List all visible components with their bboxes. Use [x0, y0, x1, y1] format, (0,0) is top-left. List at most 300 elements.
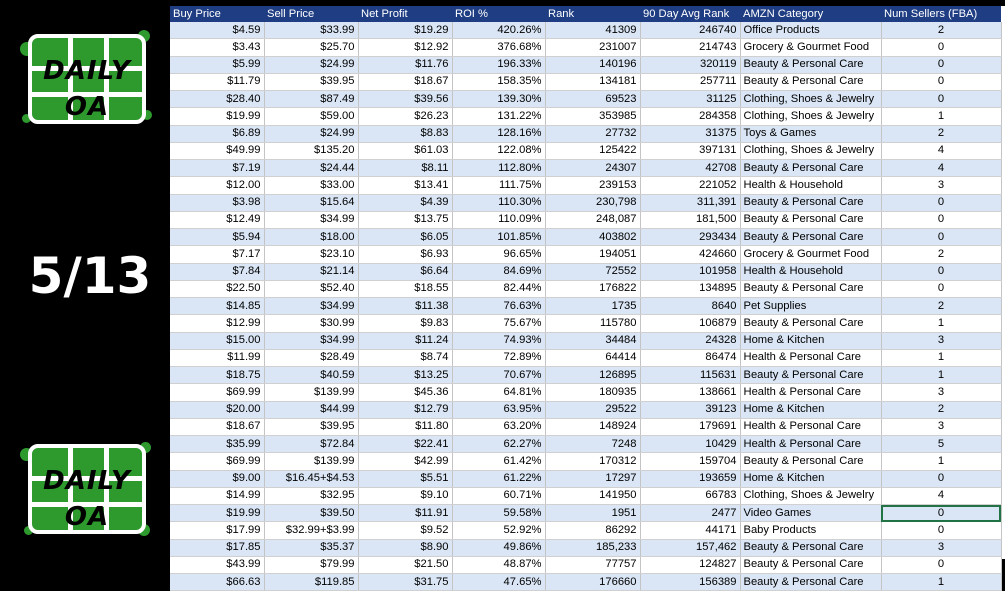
- buy-price-cell[interactable]: $9.00: [170, 470, 264, 487]
- num-sellers-cell[interactable]: 1: [881, 315, 1001, 332]
- rank-cell[interactable]: 148924: [545, 418, 640, 435]
- roi-cell[interactable]: 420.26%: [452, 22, 545, 39]
- net-profit-cell[interactable]: $9.83: [358, 315, 452, 332]
- num-sellers-cell[interactable]: 2: [881, 298, 1001, 315]
- rank-cell[interactable]: 1735: [545, 298, 640, 315]
- rank-cell[interactable]: 41309: [545, 22, 640, 39]
- category-cell[interactable]: Beauty & Personal Care: [740, 56, 881, 73]
- num-sellers-cell[interactable]: 0: [881, 91, 1001, 108]
- net-profit-cell[interactable]: $18.55: [358, 280, 452, 297]
- net-profit-cell[interactable]: $42.99: [358, 453, 452, 470]
- sell-price-cell[interactable]: $34.99: [264, 298, 358, 315]
- num-sellers-cell[interactable]: 0: [881, 263, 1001, 280]
- avg-rank-cell[interactable]: 156389: [640, 574, 740, 591]
- sell-price-cell[interactable]: $25.70: [264, 39, 358, 56]
- roi-cell[interactable]: 72.89%: [452, 349, 545, 366]
- table-row: [170, 125, 1001, 142]
- buy-price-cell[interactable]: $14.85: [170, 298, 264, 315]
- roi-cell[interactable]: 49.86%: [452, 539, 545, 556]
- net-profit-cell[interactable]: $26.23: [358, 108, 452, 125]
- table-row: [170, 177, 1001, 194]
- net-profit-cell[interactable]: $12.92: [358, 39, 452, 56]
- buy-price-cell[interactable]: $19.99: [170, 108, 264, 125]
- roi-cell[interactable]: 63.20%: [452, 418, 545, 435]
- sell-price-cell[interactable]: $79.99: [264, 556, 358, 573]
- avg-rank-cell[interactable]: 44171: [640, 522, 740, 539]
- buy-price-cell[interactable]: $6.89: [170, 125, 264, 142]
- col-header-rank[interactable]: Rank: [545, 6, 640, 22]
- category-cell[interactable]: Health & Personal Care: [740, 384, 881, 401]
- roi-cell[interactable]: 128.16%: [452, 125, 545, 142]
- category-cell[interactable]: Home & Kitchen: [740, 470, 881, 487]
- table-row: [170, 367, 1001, 384]
- avg-rank-cell[interactable]: 24328: [640, 332, 740, 349]
- sell-price-cell[interactable]: $139.99: [264, 384, 358, 401]
- num-sellers-cell[interactable]: 0: [881, 522, 1001, 539]
- col-header-num-sellers[interactable]: Num Sellers (FBA): [881, 6, 1001, 22]
- roi-cell[interactable]: 48.87%: [452, 556, 545, 573]
- num-sellers-cell[interactable]: 0: [881, 194, 1001, 211]
- roi-cell[interactable]: 376.68%: [452, 39, 545, 56]
- sell-price-cell[interactable]: $28.49: [264, 349, 358, 366]
- buy-price-cell[interactable]: $7.17: [170, 246, 264, 263]
- num-sellers-cell[interactable]: 0: [881, 73, 1001, 90]
- rank-cell[interactable]: 176822: [545, 280, 640, 297]
- table-row: [170, 91, 1001, 108]
- buy-price-cell[interactable]: $69.99: [170, 384, 264, 401]
- sell-price-cell[interactable]: $32.95: [264, 487, 358, 504]
- rank-cell[interactable]: 1951: [545, 505, 640, 522]
- avg-rank-cell[interactable]: 101958: [640, 263, 740, 280]
- rank-cell[interactable]: 239153: [545, 177, 640, 194]
- table-row: [170, 574, 1001, 591]
- sell-price-cell[interactable]: $16.45+$4.53: [264, 470, 358, 487]
- spreadsheet: [170, 6, 1005, 588]
- avg-rank-cell[interactable]: 246740: [640, 22, 740, 39]
- roi-cell[interactable]: 74.93%: [452, 332, 545, 349]
- avg-rank-cell[interactable]: 8640: [640, 298, 740, 315]
- rank-cell[interactable]: 403802: [545, 229, 640, 246]
- net-profit-cell[interactable]: $61.03: [358, 142, 452, 159]
- rank-cell[interactable]: 115780: [545, 315, 640, 332]
- avg-rank-cell[interactable]: 66783: [640, 487, 740, 504]
- roi-cell[interactable]: 139.30%: [452, 91, 545, 108]
- rank-cell[interactable]: 72552: [545, 263, 640, 280]
- avg-rank-cell[interactable]: 214743: [640, 39, 740, 56]
- num-sellers-cell[interactable]: 5: [881, 436, 1001, 453]
- sell-price-cell[interactable]: $30.99: [264, 315, 358, 332]
- net-profit-cell[interactable]: $39.56: [358, 91, 452, 108]
- roi-cell[interactable]: 111.75%: [452, 177, 545, 194]
- table-row: [170, 401, 1001, 418]
- rank-cell[interactable]: 141950: [545, 487, 640, 504]
- avg-rank-cell[interactable]: 159704: [640, 453, 740, 470]
- table-row: [170, 436, 1001, 453]
- buy-price-cell[interactable]: $4.59: [170, 22, 264, 39]
- category-cell[interactable]: Beauty & Personal Care: [740, 315, 881, 332]
- sell-price-cell[interactable]: $135.20: [264, 142, 358, 159]
- net-profit-cell[interactable]: $9.10: [358, 487, 452, 504]
- avg-rank-cell[interactable]: 181,500: [640, 211, 740, 228]
- num-sellers-cell[interactable]: 1: [881, 108, 1001, 125]
- buy-price-cell[interactable]: $35.99: [170, 436, 264, 453]
- avg-rank-cell[interactable]: 311,391: [640, 194, 740, 211]
- avg-rank-cell[interactable]: 284358: [640, 108, 740, 125]
- sell-price-cell[interactable]: $34.99: [264, 211, 358, 228]
- rank-cell[interactable]: 140196: [545, 56, 640, 73]
- roi-cell[interactable]: 64.81%: [452, 384, 545, 401]
- net-profit-cell[interactable]: $22.41: [358, 436, 452, 453]
- category-cell[interactable]: Grocery & Gourmet Food: [740, 246, 881, 263]
- buy-price-cell[interactable]: $17.99: [170, 522, 264, 539]
- num-sellers-cell[interactable]: 2: [881, 125, 1001, 142]
- net-profit-cell[interactable]: $8.11: [358, 160, 452, 177]
- roi-cell[interactable]: 75.67%: [452, 315, 545, 332]
- buy-price-cell[interactable]: $66.63: [170, 574, 264, 591]
- buy-price-cell[interactable]: $7.19: [170, 160, 264, 177]
- num-sellers-cell[interactable]: 4: [881, 487, 1001, 504]
- rank-cell[interactable]: 34484: [545, 332, 640, 349]
- category-cell[interactable]: Health & Personal Care: [740, 436, 881, 453]
- sell-price-cell[interactable]: $18.00: [264, 229, 358, 246]
- avg-rank-cell[interactable]: 115631: [640, 367, 740, 384]
- avg-rank-cell[interactable]: 106879: [640, 315, 740, 332]
- buy-price-cell[interactable]: $17.85: [170, 539, 264, 556]
- sell-price-cell[interactable]: $33.00: [264, 177, 358, 194]
- sell-price-cell[interactable]: $139.99: [264, 453, 358, 470]
- table-row: [170, 505, 1001, 522]
- roi-cell[interactable]: 122.08%: [452, 142, 545, 159]
- products-table: [170, 6, 1002, 591]
- category-cell[interactable]: Baby Products: [740, 522, 881, 539]
- rank-cell[interactable]: 185,233: [545, 539, 640, 556]
- rank-cell[interactable]: 126895: [545, 367, 640, 384]
- rank-cell[interactable]: 77757: [545, 556, 640, 573]
- avg-rank-cell[interactable]: 320119: [640, 56, 740, 73]
- avg-rank-cell[interactable]: 2477: [640, 505, 740, 522]
- roi-cell[interactable]: 62.27%: [452, 436, 545, 453]
- roi-cell[interactable]: 131.22%: [452, 108, 545, 125]
- roi-cell[interactable]: 70.67%: [452, 367, 545, 384]
- avg-rank-cell[interactable]: 10429: [640, 436, 740, 453]
- buy-price-cell[interactable]: $15.00: [170, 332, 264, 349]
- num-sellers-cell[interactable]: 1: [881, 349, 1001, 366]
- sell-price-cell[interactable]: $34.99: [264, 332, 358, 349]
- roi-cell[interactable]: 96.65%: [452, 246, 545, 263]
- buy-price-cell[interactable]: $3.43: [170, 39, 264, 56]
- net-profit-cell[interactable]: $9.52: [358, 522, 452, 539]
- roi-cell[interactable]: 60.71%: [452, 487, 545, 504]
- table-body: [170, 22, 1001, 591]
- buy-price-cell[interactable]: $20.00: [170, 401, 264, 418]
- rank-cell[interactable]: 180935: [545, 384, 640, 401]
- roi-cell[interactable]: 101.85%: [452, 229, 545, 246]
- rank-cell[interactable]: 27732: [545, 125, 640, 142]
- category-cell[interactable]: Beauty & Personal Care: [740, 539, 881, 556]
- roi-cell[interactable]: 196.33%: [452, 56, 545, 73]
- category-cell[interactable]: Beauty & Personal Care: [740, 453, 881, 470]
- table-row: [170, 263, 1001, 280]
- col-header-net-profit[interactable]: Net Profit: [358, 6, 452, 22]
- logo-word-oa: OA: [64, 502, 110, 532]
- avg-rank-cell[interactable]: 138661: [640, 384, 740, 401]
- table-row: [170, 384, 1001, 401]
- roi-cell[interactable]: 63.95%: [452, 401, 545, 418]
- avg-rank-cell[interactable]: 42708: [640, 160, 740, 177]
- rank-cell[interactable]: 194051: [545, 246, 640, 263]
- net-profit-cell[interactable]: $11.80: [358, 418, 452, 435]
- category-cell[interactable]: Home & Kitchen: [740, 332, 881, 349]
- sell-price-cell[interactable]: $72.84: [264, 436, 358, 453]
- net-profit-cell[interactable]: $8.83: [358, 125, 452, 142]
- num-sellers-cell[interactable]: 0: [881, 280, 1001, 297]
- roi-cell[interactable]: 158.35%: [452, 73, 545, 90]
- buy-price-cell[interactable]: $5.99: [170, 56, 264, 73]
- avg-rank-cell[interactable]: 257711: [640, 73, 740, 90]
- category-cell[interactable]: Health & Household: [740, 177, 881, 194]
- net-profit-cell[interactable]: $8.90: [358, 539, 452, 556]
- category-cell[interactable]: Toys & Games: [740, 125, 881, 142]
- net-profit-cell[interactable]: $13.41: [358, 177, 452, 194]
- category-cell[interactable]: Clothing, Shoes & Jewelry: [740, 487, 881, 504]
- col-header-buy-price[interactable]: Buy Price: [170, 6, 264, 22]
- rank-cell[interactable]: 64414: [545, 349, 640, 366]
- avg-rank-cell[interactable]: 157,462: [640, 539, 740, 556]
- rank-cell[interactable]: 134181: [545, 73, 640, 90]
- category-cell[interactable]: Beauty & Personal Care: [740, 229, 881, 246]
- sell-price-cell[interactable]: $87.49: [264, 91, 358, 108]
- num-sellers-cell[interactable]: 0: [881, 505, 1001, 522]
- net-profit-cell[interactable]: $21.50: [358, 556, 452, 573]
- roi-cell[interactable]: 61.22%: [452, 470, 545, 487]
- col-header-amzn-category[interactable]: AMZN Category: [740, 6, 881, 22]
- rank-cell[interactable]: 231007: [545, 39, 640, 56]
- sell-price-cell[interactable]: $32.99+$3.99: [264, 522, 358, 539]
- sell-price-cell[interactable]: $23.10: [264, 246, 358, 263]
- buy-price-cell[interactable]: $43.99: [170, 556, 264, 573]
- sell-price-cell[interactable]: $33.99: [264, 22, 358, 39]
- category-cell[interactable]: Beauty & Personal Care: [740, 160, 881, 177]
- net-profit-cell[interactable]: $13.75: [358, 211, 452, 228]
- category-cell[interactable]: Pet Supplies: [740, 298, 881, 315]
- sell-price-cell[interactable]: $59.00: [264, 108, 358, 125]
- net-profit-cell[interactable]: $4.39: [358, 194, 452, 211]
- num-sellers-cell[interactable]: 4: [881, 142, 1001, 159]
- net-profit-cell[interactable]: $11.91: [358, 505, 452, 522]
- buy-price-cell[interactable]: $22.50: [170, 280, 264, 297]
- roi-cell[interactable]: 47.65%: [452, 574, 545, 591]
- table-row: [170, 108, 1001, 125]
- num-sellers-cell[interactable]: 3: [881, 384, 1001, 401]
- avg-rank-cell[interactable]: 134895: [640, 280, 740, 297]
- logo-word-daily: DAILY: [43, 466, 131, 496]
- num-sellers-cell[interactable]: 0: [881, 39, 1001, 56]
- num-sellers-cell[interactable]: 4: [881, 160, 1001, 177]
- buy-price-cell[interactable]: $12.99: [170, 315, 264, 332]
- sell-price-cell[interactable]: $39.95: [264, 73, 358, 90]
- avg-rank-cell[interactable]: 31375: [640, 125, 740, 142]
- buy-price-cell[interactable]: $19.99: [170, 505, 264, 522]
- table-row: [170, 160, 1001, 177]
- roi-cell[interactable]: 59.58%: [452, 505, 545, 522]
- rank-cell[interactable]: 69523: [545, 91, 640, 108]
- category-cell[interactable]: Beauty & Personal Care: [740, 211, 881, 228]
- buy-price-cell[interactable]: $12.00: [170, 177, 264, 194]
- net-profit-cell[interactable]: $18.67: [358, 73, 452, 90]
- rank-cell[interactable]: 29522: [545, 401, 640, 418]
- table-row: [170, 453, 1001, 470]
- net-profit-cell[interactable]: $13.25: [358, 367, 452, 384]
- buy-price-cell[interactable]: $28.40: [170, 91, 264, 108]
- table-row: [170, 298, 1001, 315]
- category-cell[interactable]: Beauty & Personal Care: [740, 574, 881, 591]
- category-cell[interactable]: Home & Kitchen: [740, 401, 881, 418]
- sell-price-cell[interactable]: $35.37: [264, 539, 358, 556]
- table-row: [170, 349, 1001, 366]
- category-cell[interactable]: Beauty & Personal Care: [740, 556, 881, 573]
- category-cell[interactable]: Clothing, Shoes & Jewelry: [740, 91, 881, 108]
- daily-oa-logo-top: [20, 30, 154, 134]
- category-cell[interactable]: Clothing, Shoes & Jewelry: [740, 108, 881, 125]
- buy-price-cell[interactable]: $14.99: [170, 487, 264, 504]
- num-sellers-cell[interactable]: 0: [881, 556, 1001, 573]
- roi-cell[interactable]: 110.09%: [452, 211, 545, 228]
- avg-rank-cell[interactable]: 179691: [640, 418, 740, 435]
- avg-rank-cell[interactable]: 293434: [640, 229, 740, 246]
- buy-price-cell[interactable]: $49.99: [170, 142, 264, 159]
- table-row: [170, 142, 1001, 159]
- rank-cell[interactable]: 24307: [545, 160, 640, 177]
- category-cell[interactable]: Health & Personal Care: [740, 349, 881, 366]
- rank-cell[interactable]: 176660: [545, 574, 640, 591]
- net-profit-cell[interactable]: $11.24: [358, 332, 452, 349]
- avg-rank-cell[interactable]: 31125: [640, 91, 740, 108]
- col-header-90-day-avg-rank[interactable]: 90 Day Avg Rank: [640, 6, 740, 22]
- avg-rank-cell[interactable]: 124827: [640, 556, 740, 573]
- roi-cell[interactable]: 112.80%: [452, 160, 545, 177]
- table-row: [170, 211, 1001, 228]
- net-profit-cell[interactable]: $19.29: [358, 22, 452, 39]
- sell-price-cell[interactable]: $24.44: [264, 160, 358, 177]
- avg-rank-cell[interactable]: 221052: [640, 177, 740, 194]
- num-sellers-cell[interactable]: 2: [881, 401, 1001, 418]
- rank-cell[interactable]: 7248: [545, 436, 640, 453]
- buy-price-cell[interactable]: $18.75: [170, 367, 264, 384]
- num-sellers-cell[interactable]: 2: [881, 22, 1001, 39]
- category-cell[interactable]: Health & Personal Care: [740, 418, 881, 435]
- net-profit-cell[interactable]: $5.51: [358, 470, 452, 487]
- roi-cell[interactable]: 84.69%: [452, 263, 545, 280]
- net-profit-cell[interactable]: $6.05: [358, 229, 452, 246]
- buy-price-cell[interactable]: $5.94: [170, 229, 264, 246]
- rank-cell[interactable]: 170312: [545, 453, 640, 470]
- category-cell[interactable]: Beauty & Personal Care: [740, 280, 881, 297]
- buy-price-cell[interactable]: $18.67: [170, 418, 264, 435]
- category-cell[interactable]: Office Products: [740, 22, 881, 39]
- sell-price-cell[interactable]: $39.50: [264, 505, 358, 522]
- avg-rank-cell[interactable]: 193659: [640, 470, 740, 487]
- roi-cell[interactable]: 76.63%: [452, 298, 545, 315]
- sell-price-cell[interactable]: $21.14: [264, 263, 358, 280]
- num-sellers-cell[interactable]: 0: [881, 56, 1001, 73]
- buy-price-cell[interactable]: $12.49: [170, 211, 264, 228]
- buy-price-cell[interactable]: $11.99: [170, 349, 264, 366]
- num-sellers-cell[interactable]: 3: [881, 418, 1001, 435]
- rank-cell[interactable]: 248,087: [545, 211, 640, 228]
- sell-price-cell[interactable]: $24.99: [264, 125, 358, 142]
- num-sellers-cell[interactable]: 1: [881, 574, 1001, 591]
- roi-cell[interactable]: 82.44%: [452, 280, 545, 297]
- num-sellers-cell[interactable]: 0: [881, 229, 1001, 246]
- category-cell[interactable]: Clothing, Shoes & Jewelry: [740, 142, 881, 159]
- category-cell[interactable]: Health & Household: [740, 263, 881, 280]
- category-cell[interactable]: Beauty & Personal Care: [740, 194, 881, 211]
- net-profit-cell[interactable]: $31.75: [358, 574, 452, 591]
- col-header-roi[interactable]: ROI %: [452, 6, 545, 22]
- buy-price-cell[interactable]: $7.84: [170, 263, 264, 280]
- net-profit-cell[interactable]: $12.79: [358, 401, 452, 418]
- net-profit-cell[interactable]: $8.74: [358, 349, 452, 366]
- col-header-sell-price[interactable]: Sell Price: [264, 6, 358, 22]
- roi-cell[interactable]: 110.30%: [452, 194, 545, 211]
- avg-rank-cell[interactable]: 397131: [640, 142, 740, 159]
- num-sellers-cell[interactable]: 1: [881, 367, 1001, 384]
- buy-price-cell[interactable]: $11.79: [170, 73, 264, 90]
- net-profit-cell[interactable]: $11.76: [358, 56, 452, 73]
- buy-price-cell[interactable]: $69.99: [170, 453, 264, 470]
- sell-price-cell[interactable]: $15.64: [264, 194, 358, 211]
- sell-price-cell[interactable]: $52.40: [264, 280, 358, 297]
- avg-rank-cell[interactable]: 424660: [640, 246, 740, 263]
- net-profit-cell[interactable]: $11.38: [358, 298, 452, 315]
- num-sellers-cell[interactable]: 3: [881, 539, 1001, 556]
- logo-grid-icon: [28, 444, 146, 534]
- table-row: [170, 229, 1001, 246]
- rank-cell[interactable]: 17297: [545, 470, 640, 487]
- table-row: [170, 315, 1001, 332]
- category-cell[interactable]: Grocery & Gourmet Food: [740, 39, 881, 56]
- num-sellers-cell[interactable]: 3: [881, 332, 1001, 349]
- rank-cell[interactable]: 86292: [545, 522, 640, 539]
- roi-cell[interactable]: 61.42%: [452, 453, 545, 470]
- avg-rank-cell[interactable]: 39123: [640, 401, 740, 418]
- sell-price-cell[interactable]: $24.99: [264, 56, 358, 73]
- rank-cell[interactable]: 230,798: [545, 194, 640, 211]
- num-sellers-cell[interactable]: 0: [881, 470, 1001, 487]
- rank-cell[interactable]: 353985: [545, 108, 640, 125]
- num-sellers-cell[interactable]: 3: [881, 177, 1001, 194]
- num-sellers-cell[interactable]: 1: [881, 453, 1001, 470]
- logo-word-daily: DAILY: [43, 56, 131, 86]
- sell-price-cell[interactable]: $39.95: [264, 418, 358, 435]
- sell-price-cell[interactable]: $40.59: [264, 367, 358, 384]
- avg-rank-cell[interactable]: 86474: [640, 349, 740, 366]
- sell-price-cell[interactable]: $119.85: [264, 574, 358, 591]
- logo-grid-icon: [28, 34, 146, 124]
- num-sellers-cell[interactable]: 2: [881, 246, 1001, 263]
- num-sellers-cell[interactable]: 0: [881, 211, 1001, 228]
- sell-price-cell[interactable]: $44.99: [264, 401, 358, 418]
- category-cell[interactable]: Beauty & Personal Care: [740, 73, 881, 90]
- net-profit-cell[interactable]: $6.64: [358, 263, 452, 280]
- roi-cell[interactable]: 52.92%: [452, 522, 545, 539]
- net-profit-cell[interactable]: $45.36: [358, 384, 452, 401]
- rank-cell[interactable]: 125422: [545, 142, 640, 159]
- category-cell[interactable]: Beauty & Personal Care: [740, 367, 881, 384]
- buy-price-cell[interactable]: $3.98: [170, 194, 264, 211]
- net-profit-cell[interactable]: $6.93: [358, 246, 452, 263]
- category-cell[interactable]: Video Games: [740, 505, 881, 522]
